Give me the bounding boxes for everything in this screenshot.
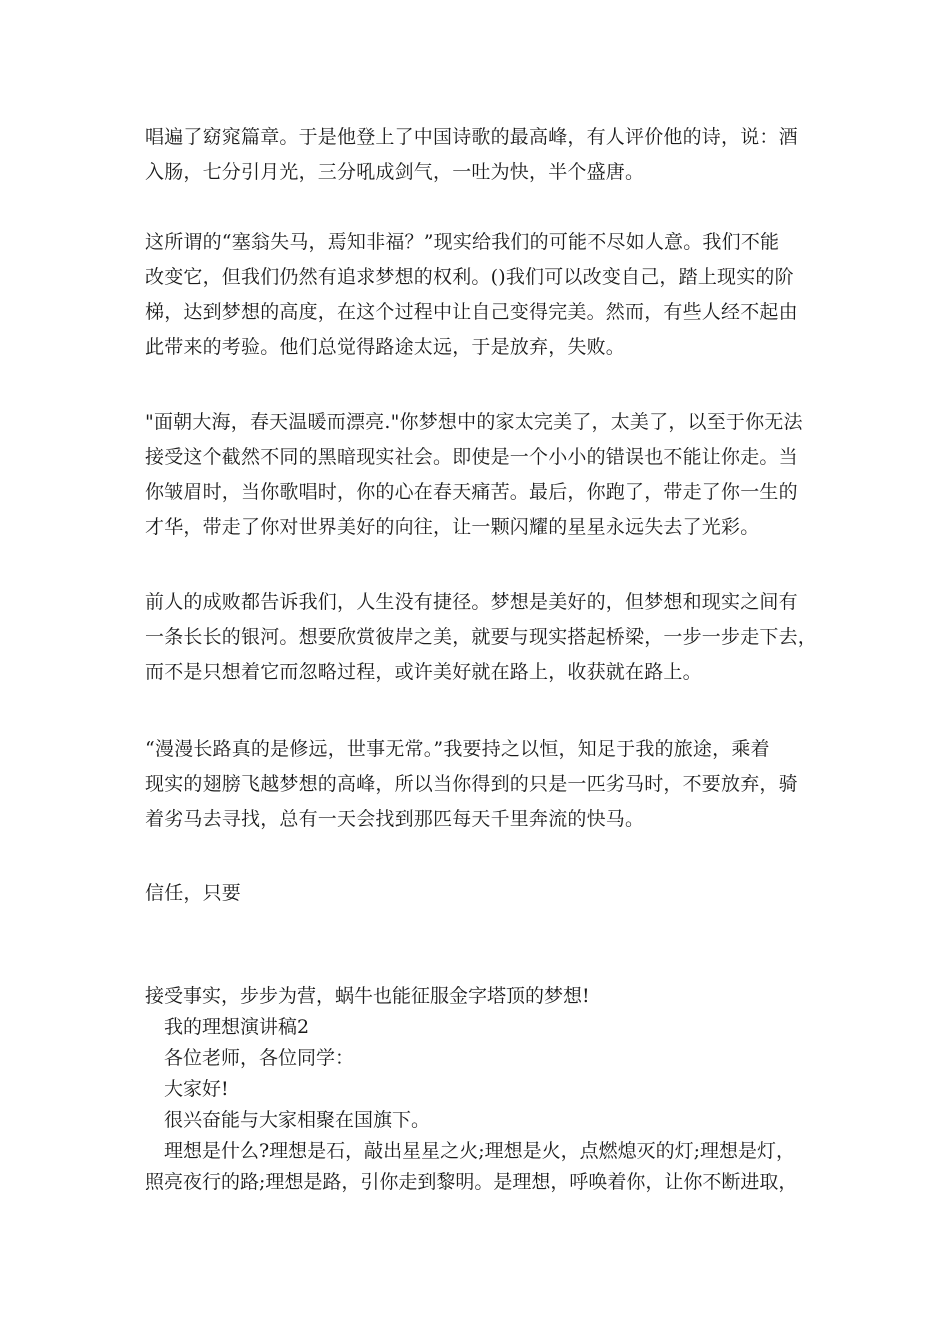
- paragraph-3: [145, 405, 810, 545]
- text-line: 现实的翅膀飞越梦想的高峰，所以当你得到的只是一匹劣马时，不要放弃，骑: [145, 773, 798, 795]
- paragraph-6: [145, 876, 810, 911]
- greeting: 大家好!: [164, 1078, 229, 1100]
- text-line: 这所谓的“塞翁失马，焉知非福？”现实给我们的可能不尽如人意。我们不能: [145, 231, 780, 253]
- text-line: 接受事实，步步为营，蜗牛也能征服金字塔顶的梦想!: [145, 985, 590, 1007]
- text-line: 一条长长的银河。想要欣赏彼岸之美，就要与现实搭起桥梁，一步一步走下去，: [145, 626, 818, 648]
- text-line: 改变它，但我们仍然有追求梦想的权利。()我们可以改变自己，踏上现实的阶: [145, 266, 794, 288]
- text-line: 前人的成败都告诉我们，人生没有捷径。梦想是美好的，但梦想和现实之间有: [145, 591, 798, 613]
- paragraph-1: [145, 120, 810, 190]
- text-line: 入肠，七分引月光，三分吼成剑气，一吐为快，半个盛唐。: [145, 161, 645, 183]
- text-line: 很兴奋能与大家相聚在国旗下。: [164, 1109, 431, 1131]
- text-line: “漫漫长路真的是修远，世事无常。”我要持之以恒，知足于我的旅途，乘着: [145, 738, 770, 760]
- speech-title: 我的理想演讲稿2: [164, 1016, 310, 1038]
- paragraph-5: [145, 732, 810, 837]
- paragraph-4: [145, 585, 818, 690]
- paragraph-2: [145, 225, 810, 365]
- text-line: 此带来的考验。他们总觉得路途太远，于是放弃，失败。: [145, 336, 626, 358]
- speech-section: [145, 981, 810, 1198]
- text-line: 才华，带走了你对世界美好的向往，让一颗闪耀的星星永远失去了光彩。: [145, 516, 760, 538]
- text-line: 你皱眉时，当你歌唱时，你的心在春天痛苦。最后，你跑了，带走了你一生的: [145, 481, 798, 503]
- text-line: "面朝大海，春天温暖而漂亮."你梦想中的家太完美了，太美了，以至于你无法: [145, 411, 803, 433]
- text-line: 信任，只要: [145, 882, 242, 904]
- text-line: 而不是只想着它而忽略过程，或许美好就在路上，收获就在路上。: [145, 661, 702, 683]
- text-line: 照亮夜行的路;理想是路，引你走到黎明。是理想，呼唤着你，让你不断进取，: [145, 1171, 798, 1193]
- text-line: 梯，达到梦想的高度，在这个过程中让自己变得完美。然而，有些人经不起由: [145, 301, 798, 323]
- text-line: 着劣马去寻找，总有一天会找到那匹每天千里奔流的快马。: [145, 808, 645, 830]
- salutation: 各位老师，各位同学：: [164, 1047, 355, 1069]
- text-line: 唱遍了窈窕篇章。于是他登上了中国诗歌的最高峰，有人评价他的诗，说：酒: [145, 126, 798, 148]
- text-line: 理想是什么?理想是石，敲出星星之火;理想是火，点燃熄灭的灯;理想是灯，: [164, 1140, 795, 1162]
- text-line: 接受这个截然不同的黑暗现实社会。即使是一个小小的错误也不能让你走。当: [145, 446, 798, 468]
